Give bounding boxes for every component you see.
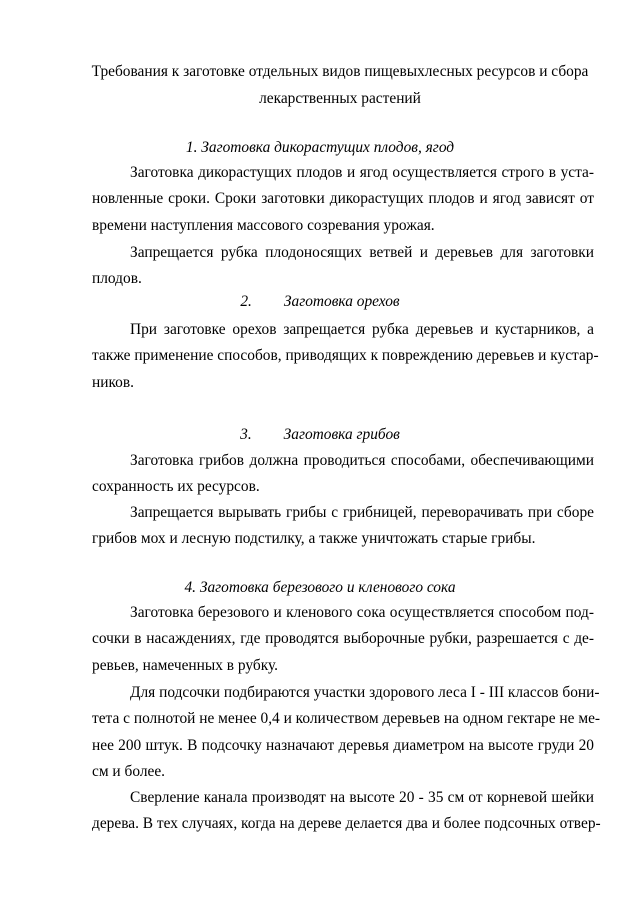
paragraph	[92, 680, 601, 786]
title-line-1: Требования к заготовке отдельных видов пищевыхлесных ресурсов и сбора	[91, 63, 589, 80]
text-line: дерева. В тех случаях, когда на дереве делается два и более подсочных отвер-	[92, 815, 601, 833]
section-heading-1: 1. Заготовка дикорастущих плодов, ягод	[185, 139, 455, 156]
section-heading-4: 4. Заготовка березового и кленового сока	[184, 579, 456, 596]
paragraph	[92, 160, 594, 239]
text-line: Заготовка грибов должна проводиться способами, обеспечивающими	[130, 452, 594, 469]
text-line: нее 200 штук. В подсочку назначают деревья диаметром на высоте груди 20	[92, 736, 594, 754]
text-line: времени наступления массового созревания урожая.	[92, 216, 435, 234]
text-line: ревьев, намеченных в рубку.	[92, 656, 278, 674]
text-line: также применение способов, приводящих к повреждению деревьев и кустар-	[92, 347, 599, 365]
text-line: Сверление канала производят на высоте 20 - 35 см от корневой шейки	[130, 789, 594, 806]
heading-number: 3.	[240, 426, 252, 443]
paragraph	[92, 600, 594, 679]
paragraph	[92, 240, 594, 293]
title-line-2: лекарственных растений	[259, 90, 421, 107]
text-line: новленные сроки. Сроки заготовки дикорастущих плодов и ягод зависят от	[92, 190, 594, 208]
text-line: ников.	[92, 373, 134, 391]
section-heading-3	[40, 425, 600, 445]
text-line: Заготовка березового и кленового сока осуществляется способом под-	[130, 604, 594, 621]
section-heading-2	[40, 292, 600, 312]
text-line: Заготовка дикорастущих плодов и ягод осуществляется строго в уста-	[130, 164, 594, 181]
text-line: Запрещается рубка плодоносящих ветвей и деревьев для заготовки	[130, 244, 594, 261]
heading-text: Заготовка грибов	[283, 426, 400, 443]
text-line: Для подсочки подбираются участки здорового леса I - III классов бони-	[130, 684, 600, 701]
paragraph	[92, 500, 594, 553]
document-title	[80, 58, 600, 112]
heading-text: Заготовка орехов	[283, 293, 400, 310]
text-line: см и более.	[92, 763, 166, 781]
paragraph	[92, 317, 599, 396]
text-line: тета с полнотой не менее 0,4 и количеством деревьев на одном гектаре не ме-	[92, 710, 601, 728]
text-line: грибов мох и лесную подстилку, а также уничтожать старые грибы.	[92, 530, 536, 548]
text-line: плодов.	[92, 270, 142, 288]
text-line: сохранность их ресурсов.	[92, 478, 260, 496]
heading-number: 2.	[240, 293, 252, 310]
text-line: При заготовке орехов запрещается рубка деревьев и кустарников, а	[130, 321, 594, 338]
text-line: сочки в насаждениях, где проводятся выборочные рубки, разрешается с де-	[92, 630, 594, 648]
paragraph	[92, 785, 601, 838]
paragraph	[92, 448, 594, 501]
text-line: Запрещается вырывать грибы с грибницей, переворачивать при сборе	[130, 504, 594, 521]
